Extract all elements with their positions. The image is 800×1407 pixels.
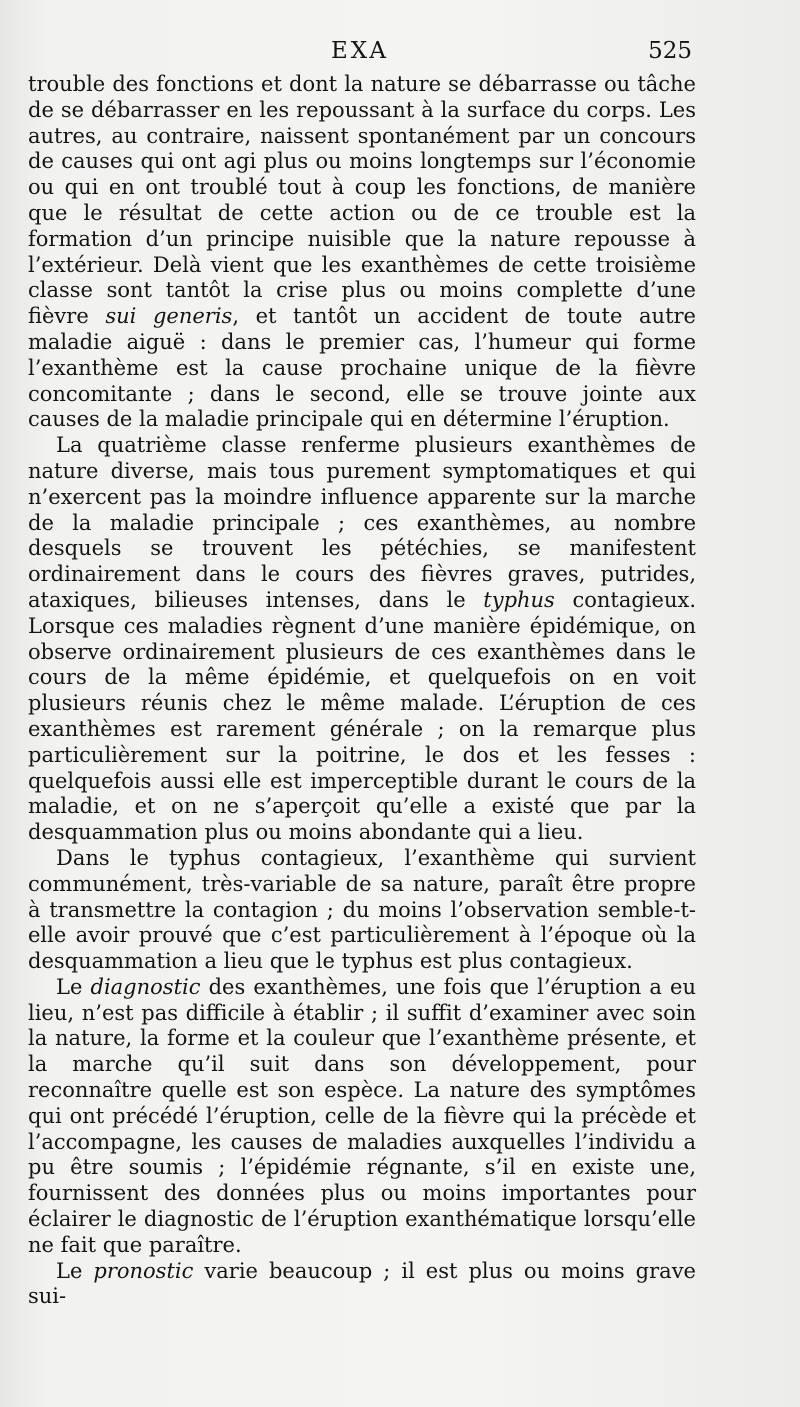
- paragraph-text: , et tantôt un accident de toute autre maladie aiguë : dans le premier cas, l’humeur qui forme l’exanthème est la cause prochaine unique de la fièvre concomitante ; dans le second, elle se trouve jointe aux causes de la maladie principale qui en détermine l’éruption.: [28, 304, 696, 432]
- paragraph-2: [28, 433, 696, 846]
- paragraph-text: Dans le typhus contagieux, l’exanthème qui survient communément, très-variable de sa nature, paraît être propre à transmettre la contagion ; du moins l’observation semble-t-elle avoir prouvé que c’est particulièrement à l’époque où la desquammation a lieu que le typhus est plus contagieux.: [28, 845, 696, 974]
- paragraph-text: trouble des fonctions et dont la nature se débarrasse ou tâche de se débarrasser en les repoussant à la surface du corps. Les autres, au contraire, naissent spontanément par un concours de causes qui ont agi plus ou moins longtemps sur l’économie ou qui en ont troublé tout à coup les fonctions, de manière que le résultat de cette action ou de ce trouble est la formation d’un principe nuisible que la nature repousse à l’extérieur. Delà vient que les exanthèmes de cette troisième classe sont tantôt la crise plus ou moins complette d’une fièvre: [28, 72, 696, 329]
- paragraph-text: Le: [56, 1258, 94, 1283]
- paragraph-4: [28, 975, 696, 1259]
- italic-term: pronostic: [93, 1258, 194, 1283]
- italic-term: typhus: [483, 587, 555, 612]
- page-header: [28, 38, 692, 70]
- paragraph-text: La quatrième classe renferme plusieurs exanthèmes de nature diverse, mais tous purement symptomatiques et qui n’exercent pas la moindre influence apparente sur la marche de la maladie principale ; ces exanthèmes, au nombre desquels se trouvent les pétéchies, se manifestent ordinairement dans le cours des fièvres graves, putrides, ataxiques, bilieuses intenses, dans le: [28, 433, 696, 612]
- body-text: [28, 72, 696, 1310]
- paragraph-text: contagieux. Lorsque ces maladies règnent d’une manière épidémique, on observe ordinairement plusieurs de ces exanthèmes dans le cours de la même épidémie, et quelquefois on en voit plusieurs réunis chez le même malade. L’éruption de ces exanthèmes est rarement générale ; on la remarque plus particulièrement sur la poitrine, le dos et les fesses : quelquefois aussi elle est imperceptible durant le cours de la maladie, et on ne s’aperçoit qu’elle a existé que par la desquammation plus ou moins abondante qui a lieu.: [28, 587, 696, 845]
- paragraph-5: [28, 1259, 696, 1311]
- running-head: EXA: [331, 38, 389, 64]
- italic-term: diagnostic: [90, 974, 201, 999]
- page-number: 525: [648, 38, 692, 64]
- paragraph-3: [28, 846, 696, 975]
- paragraph-text: Le: [56, 974, 91, 999]
- paragraph-text: varie beaucoup ; il est plus ou moins grave sui-: [28, 1258, 696, 1309]
- paragraph-text: des exanthèmes, une fois que l’éruption a eu lieu, n’est pas difficile à établir ; il suffit d’examiner avec soin la nature, la forme et la couleur que l’exanthème présente, et la marche qu’il suit dans son développement, pour reconnaître quelle est son espèce. La nature des symptômes qui ont précédé l’éruption, celle de la fièvre qui la précède et l’accompagne, les causes de maladies auxquelles l’individu a pu être soumis ; l’épidémie régnante, s’il en existe une, fournissent des données plus ou moins importantes pour éclairer le diagnostic de l’éruption exanthématique lorsqu’elle ne fait que paraître.: [28, 974, 696, 1257]
- paragraph-1: [28, 72, 696, 433]
- italic-term: sui generis: [105, 304, 233, 329]
